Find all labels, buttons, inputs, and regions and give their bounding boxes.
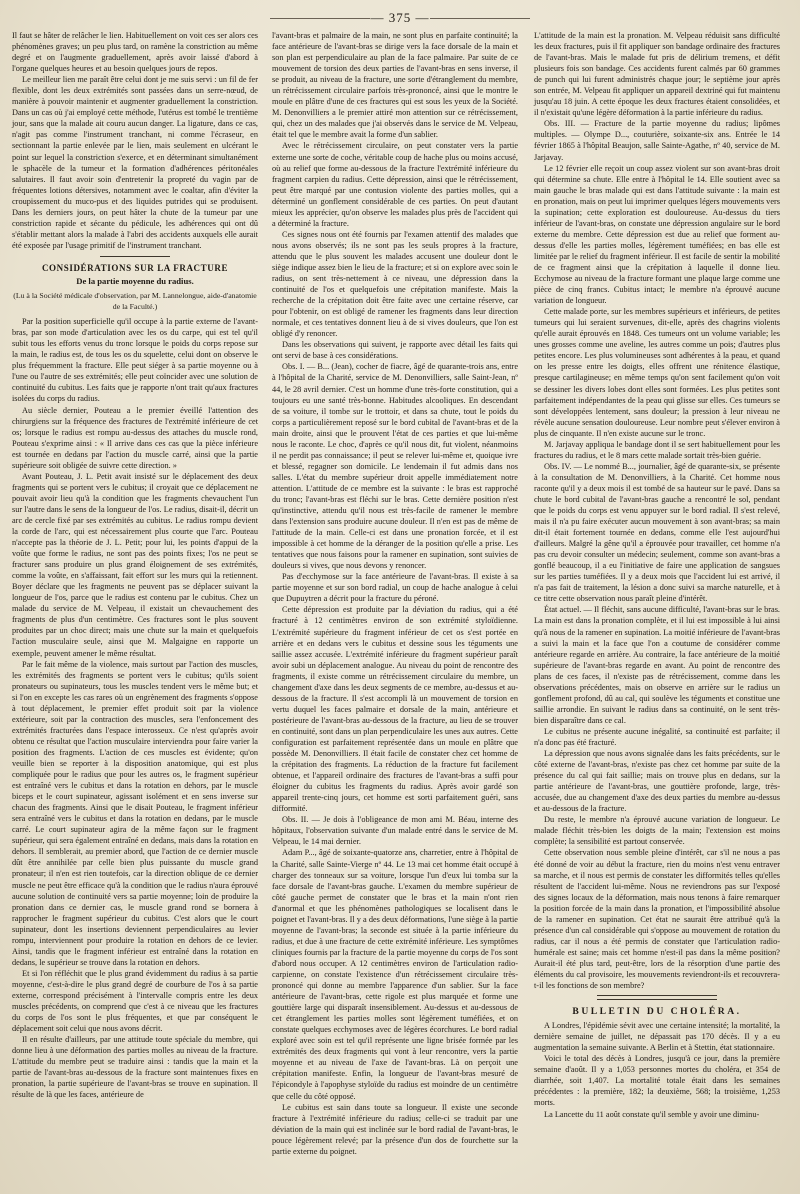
- folio-rule-right: [430, 18, 530, 19]
- section-divider: [100, 256, 170, 257]
- article-byline: (Lu à la Société médicale d'observation, par M. Lannelongue, aide-d'anatomie de la Faculté.): [13, 291, 257, 312]
- col1-paragraph: Le meilleur lien me paraît être celui dont je me suis servi : un fil de fer flexible, dont les deux extrémités sont passées dans un serre-nœud, de manière à pouvoir maintenir et augmenter graduellement la constriction. Dans un cas où j'ai employé cette méthode, l'utérus est tombé le trentième jour, sans que la malade ait couru aucun danger. La ligature, dans ce cas, n'agit pas comme l'instrument tranchant, ni comme l'écraseur, en sectionnant la partie enlevée par le lien, mais seulement en ulcérant le point sur lequel la constriction s'exerce, et en déterminant simultanément le sphacèle de la tumeur et la formation d'adhérences péritonéales salutaires. Il faut avoir soin d'entretenir la propreté du vagin par de fréquentes lotions détersives, notamment avec le coaltar, afin d'éviter la croupissement du muco-pus et des liquides putrides qui se produisent. Dans les derniers jours, on peut hâter la chute de la tumeur par une constriction rapide et sécante du pédicule, les adhérences qui ont dû s'établir mettant alors la malade à l'abri des accidents auxquels elle aurait été exposée par l'usage primitif de l'instrument tranchant.: [12, 75, 258, 250]
- col2-paragraph: Dans les observations qui suivent, je rapporte avec détail les faits qui ont servi de base à ces considérations.: [272, 340, 518, 361]
- section-divider: [597, 995, 717, 1000]
- col1-paragraph: Et si l'on réfléchit que le plus grand évidemment du radius à sa partie moyenne, c'est-à-dire le plus grand degré de courbure de l'os à sa partie externe, correspond précisément à l'intervalle compris entre les deux muscles précédents, on comprend que c'est à ce niveau que les fractures du corps de l'os sont le plus fréquentes, et que par conséquent le déplacement soit celui que nous avons décrit.: [12, 968, 258, 1034]
- col3-paragraph: Le cubitus ne présente aucune inégalité, sa continuité est parfaite; il n'a donc pas été fracturé.: [534, 726, 780, 747]
- col3-paragraph: L'attitude de la main est la pronation. M. Velpeau réduisit sans difficulté les deux fractures, puis il fit appliquer son bandage ordinaire des fractures de l'avant-bras. Mais le malade fut pris de délirium tremens, et défit plusieurs fois son bandage. Ces accidents furent calmés par 60 grammes de punch qui lui furent administrés chaque jour; le septième jour après son entrée, M. Velpeau fit appliquer un appareil dextriné qui fut maintenu jusqu'au 18 juin. A cette époque les deux fractures étaient consolidées, et il n'existait qu'une légère déformation à la partie inférieure du radius.: [534, 31, 780, 118]
- col3-paragraph: Cette observation nous semble pleine d'intérêt, car s'il ne nous a pas été donné de voir au début la fracture, rien du moins n'est venu entraver sa marche, et il nous est permis de constater les difformités telles qu'elles résultent de l'accident lui-même. Nous ne reviendrons pas sur l'exposé des signes locaux de la déformation, mais nous tenons à faire remarquer la position forcée de la main dans la pronation, et l'impossibilité absolue de la ramener en supination. Cet état ne saurait être attribué qu'à la présence d'un cal considérable qui s'oppose au mouvement de rotation du radius, car il nous a été permis de constater que l'articulation radio-humérale est saine; mais cet homme n'est-il pas dans la même position? Aurait-il été plus tard, peut-être, lors de la résorption d'une partie des éléments du cal provisoire, les mouvements reviendront-ils et recouvrera-t-il les fonctions de son membre?: [534, 848, 780, 991]
- column-1: [12, 30, 258, 1100]
- col2-paragraph: Avec le rétrécissement circulaire, on peut constater vers la partie externe une sorte de coche, véritable coup de hache plus ou moins accusé, où au relief que forme au-dessous de la fracture l'extrémité inférieure du fragment carpien du radius. Cette dépression, ainsi que le rétrécissement, peut être marqué par une contusion violente des parties molles, qui a déterminé un gonflement considérable de ces parties. On peut d'autant mieux les apprécier, qu'on observe les malades plus près de l'accident qui a déterminé la fracture.: [272, 141, 518, 228]
- col2-paragraph: Le cubitus est sain dans toute sa longueur. Il existe une seconde fracture à l'extrémité inférieure du radius; celle-ci se traduit par une déviation de la main qui est inclinée sur le bord radial de l'avant-bras, le pouce légèrement relevé; par la présence d'un dos de fourchette sur la partie externe du poignet.: [272, 1102, 518, 1156]
- col3-paragraph: La dépression que nous avons signalée dans les faits précédents, sur le côté externe de l'avant-bras, n'existe pas chez cet homme par suite de la présence du cal qui fait saillie; mais on trouve plus en dedans, sur la partie antérieure de l'avant-bras, une gouttière profonde, large, très-accusée, due au changement d'axe des deux parties du membre au-dessus et au-dessous de la fracture.: [534, 749, 780, 814]
- col1-paragraph: Par la position superficielle qu'il occupe à la partie externe de l'avant-bras, par son mode d'articulation avec les os du carpe, qui est tel qu'il subit tous les efforts venus du tronc lorsque le poids du corps repose sur la main, le radius est, de tous les os du squelette, celui dont on observe le plus fréquemment la fracture. Elle peut siéger à sa partie moyenne ou à l'une ou l'autre de ses extrémités; elle peut coïncider avec une solution de continuité du cubitus. Les faits que je rapporte n'ont trait qu'aux fractures isolées du corps du radius.: [12, 317, 258, 404]
- article-subtitle: De la partie moyenne du radius.: [76, 275, 194, 286]
- col3-paragraph: Du reste, le membre n'a éprouvé aucune variation de longueur. Le malade fléchit très-bien les doigts de la main; l'extension est moins complète; la sensibilité est partout conservée.: [534, 815, 780, 847]
- col2-paragraph: Adam P..., âgé de soixante-quatorze ans, charretier, entre à l'hôpital de la Charité, salle Sainte-Vierge nº 44. Le 13 mai cet homme était occupé à charger des tonneaux sur sa voiture, lorsque l'un d'eux lui tomba sur la face dorsale de l'avant-bras gauche. L'examen du membre supérieur de côté gauche permet de constater que le bras et la main n'ont rien d'anormal et que les phénomènes pathologiques se localisent dans le poignet et l'avant-bras. Il y a des deux déformations, l'une siège à la partie moyenne de l'avant-bras; la seconde est située à la partie inférieure du radius, et due à une fracture de cette extrémité inférieure. Les symptômes cliniques fournis par la fracture de la partie moyenne du corps de l'os sont d'abord nous occuper. A 12 centimètres environ de l'articulation radio-carpienne, on constate l'existence d'un rétrécissement circulaire très-prononcé qui donne au membre l'apparence d'un sablier. Sur la face antérieure de l'avant-bras, cette rigole est plus marquée et forme une gouttière large qui disparaît insensiblement. Au-dessus et au-dessous de cet étranglement les parties molles sont légèrement tuméfiées, et on constate quelques ecchymoses avec de légères écorchures. Le bord radial exploré avec soin est tel qu'il représente une ligne brisée formée par les extrémités des deux fragments qui vont à leur rencontre, vers la partie moyenne et au niveau de l'axe de l'avant-bras. Là on perçoit une crépitation manifeste. Enfin, la longueur de l'avant-bras mesuré de l'épicondyle à l'apophyse styloïde du radius est moindre de un centimètre que celle du côté opposé.: [272, 848, 518, 1101]
- col2-paragraph: Ces signes nous ont été fournis par l'examen attentif des malades que nous avons observés; ils ne sont pas les seuls propres à la fracture, attendu que le plus souvent les malades accusent une douleur dont le siège indique assez bien le lieu de la fracture; et si on explore avec soin le radius, on sent très-nettement à ce niveau, une dépression dans la continuité de l'os et quelquefois une crépitation manifeste. Mais la recherche de la crépitation doit être faite avec une certaine réserve, car pour l'obtenir, on est obligé de ramener les fragments dans leur direction normale, et ces tentatives donnent lieu à de si vives douleurs, que l'on est obligé d'y renoncer.: [272, 229, 518, 339]
- col1-paragraph: Par le fait même de la violence, mais surtout par l'action des muscles, les extrémités des fragments se portent vers le cubitus; qu'ils soient pronateurs ou supinateurs, tous les muscles tendent vers le même but; et si l'on en excepte les cas rares où un engrènement des fragments s'oppose à tout déplacement, le premier effet produit soit par la violence extérieure, soit par la contraction des muscles, sera l'enfoncement des extrémités fracturées dans l'espace interosseux. Ce n'est qu'après avoir obtenu ce résultat que l'action musculaire interviendra pour faire varier la position des fragments. L'action de ces muscles est évidente; qu'on veuille bien se reporter à la disposition anatomique, qui est plus compliquée pour le radius que pour les autres os, le fragment supérieur est entraîné vers le cubitus et dans la rotation en dehors, par le muscle biceps et le court supinateur, agissant isolément et en sens inverse sur chacun des fragments. Ainsi que le disait Pouteau, le fragment inférieur sera entraîné vers le cubitus et dans la rotation en dedans, par le muscle carré. Le court supinateur agira de la même façon sur le fragment supérieur, qui sera également entraîné en dedans, mais dans la rotation en dehors. Il semblerait, au premier abord, que l'action de ce dernier muscle dût être annihilée par celle bien plus puissante du muscle grand pronateur; il n'en est rien toutefois, car la direction oblique de ce dernier muscle ne peut être efficace qu'à la condition que le radius n'aura éprouvé aucune solution de continuité vers sa partie moyenne; loin de produire la pronation dans ce dernier cas, le muscle grand rond se bornera à rapprocher le fragment supérieur du cubitus. C'est alors que le court supinateur, dont les insertions deviennent perpendiculaires au levier rompu, interviennent pour produire la rotation en dehors de ce levier. Ainsi, tandis que le fragment inférieur est entraîné dans la rotation en dedans, le supérieur se trouve dans la rotation en dehors.: [12, 659, 258, 967]
- col3-paragraph: Obs. IV. — Le nommé B..., journalier, âgé de quarante-six, se présente à la consultation de M. Denonvilliers, à la Charité. Cet homme nous raconte qu'il y a deux mois il est tombé de sa hauteur sur le pavé. Dans sa chute le bord cubital de l'avant-bras gauche a rencontré le sol, pendant que le poids du corps est venu appuyer sur le bord radial. Il s'est relevé, mais il n'a pu faire exécuter aucun mouvement à son avant-bras; sa main dit-il était fortement tournée en dedans, comme elle l'est aujourd'hui d'ailleurs. Malgré la gêne qu'il a éprouvée pour travailler, cet homme n'a pas cru devoir consulter un médecin; seulement, comme son avant-bras a gonflé beaucoup, il a eu l'initiative de faire une application de sangsues sur les parties tuméfiées. Il y a deux mois que l'accident lui est arrivé, il n'a pas fait de traitement, la lésion a donc suivi sa marche naturelle, et à ce titre cette observation nous paraît pleine d'intérêt.: [534, 461, 780, 604]
- col1-paragraph: Avant Pouteau, J. L. Petit avait insisté sur le déplacement des deux fragments qui se portent vers le cubitus; il croyait que ce déplacement ne pouvait avoir lieu qu'à la condition que les fragments chevauchent l'un sur l'autre dans le sens de la longueur de l'os. Le radius, disait-il, décrit un arc de cercle fixé par ses extrémités au cubitus. Le radius rompu devient la corde de l'arc, qui est nécessairement plus courte que l'arc. Pouteau n'accepte pas la théorie de J. L. Petit; pour lui, les points d'appui de la voûte que forme le radius, ne sont pas des points fixes; l'os ne peut se fracturer sans produire un plus grand éloignement de ses extrémités, comme la voûte, en s'affaissant, fait effort sur les murs qui la retiennent. Boyer déclare que les fragments ne peuvent pas se déplacer suivant la longueur de l'os, parce que le radius est contenu par le cubitus. Chez un malade du service de M. Velpeau, il existait un chevauchement des fragments de plus d'un centimètre. Ces fractures sont le plus souvent produites par un choc direct; mais une chute sur la main et quelquefois l'action musculaire seule, ainsi que M. Malgaigne en rapporte un exemple, peuvent amener le même résultat.: [12, 471, 258, 658]
- col2-paragraph: Pas d'ecchymose sur la face antérieure de l'avant-bras. Il existe à sa partie moyenne et sur son bord radial, un coup de hache analogue à celui que Dupuytren a décrit pour la fracture du péroné.: [272, 572, 518, 604]
- article-title: CONSIDÉRATIONS SUR LA FRACTURE: [41, 262, 229, 273]
- col3-paragraph: État actuel. — Il fléchit, sans aucune difficulté, l'avant-bras sur le bras. La main est dans la pronation complète, et il lui est impossible à lui ainsi qu'à nous de la ramener en supination. La moitié inférieure de l'avant-bras a suivi la main et la face que l'on a coutume de considérer comme antérieure regarde en arrière. Au contraire, la face antérieure de la moitié supérieure de l'avant-bras regarde en avant. Au point de rencontre des plans de ces faces, il n'existe pas de rétrécissement, comme dans les observations précédentes, mais on observe en arrière sur le radius un gonflement profond, dû au cal, qui soulève les téguments et constitue une saillie arrondie. En suivant le radius dans sa continuité, on le sent très-bien disparaître dans ce cal.: [534, 605, 780, 725]
- column-2: [272, 30, 518, 1157]
- col3-paragraph: Le 12 février elle reçoit un coup assez violent sur son avant-bras droit qui détermine sa chute. Elle entre à l'hôpital le 14. Elle soutient avec sa main gauche le bras malade qui est dans l'attitude suivante : la main est en pronation, mais on peut lui imprimer quelques légers mouvements vers la supination; cette exploration est douloureuse. Au-dessus du tiers inférieur de l'avant-bras, on constate une dépression angulaire sur le bord externe du membre. Cette dépression est due au relief que forment au-dessus d'elle les parties molles, légèrement tuméfiées; en bas elle est limitée par le relief du fragment inférieur. Il est facile de sentir la mobilité de ce fragment ainsi que la crépitation à laquelle il donne lieu. Ecchymose au niveau de la fracture formant une plaque large comme une pièce de cinq francs. Cubitus intact; le membre n'a éprouvé aucune variation de longueur.: [534, 163, 780, 306]
- col3-paragraph: Cette malade porte, sur les membres supérieurs et inférieurs, de petites tumeurs qui lui seraient survenues, dit-elle, après des chagrins violents qu'elle aurait éprouvés en 1848. Ces tumeurs ont un volume variable; les unes grosses comme une aveline, les autres comme un pois; d'autres plus petites encore. Les plus volumineuses sont adhérentes à la peau, et quand on les presse entre les doigts, elles offrent une rénitence élastique, presque cartilagineuse; en même temps qu'on sent facilement qu'on voit se dessiner les divers lobes dont elles sont formées. Les plus petites sont parfaitement indépendantes de la peau qui glisse sur elles. Ces tumeurs se sont développées lentement, sans douleur; la pression à leur niveau ne révèle aucune sensation douloureuse. Leur nombre peut s'élever environ à plus de cinquante. Il n'en existe aucune sur le tronc.: [534, 307, 780, 438]
- col1-paragraph: Au siècle dernier, Pouteau a le premier éveillé l'attention des chirurgiens sur la fréquence des fractures de l'extrémité inférieure de cet os; lorsque le radius est rompu au-dessus des attaches du muscle rond, Pouteau s'exprime ainsi : « Il arrive dans ces cas que la pièce inférieure est tournée en dedans par l'action du muscle carré, ainsi que la partie supérieure soit obligée de suivre cette direction. »: [12, 405, 258, 470]
- col3-paragraph: La Lancette du 11 août constate qu'il semble y avoir une diminu-: [544, 1109, 760, 1119]
- col3-paragraph: Obs. III. — Fracture de la partie moyenne du radius; lipômes multiples. — Olympe D..., couturière, soixante-six ans. Entrée le 14 février 1865 à l'hôpital Beaujon, salle Sainte-Agathe, nº 40, service de M. Jarjavay.: [534, 119, 780, 162]
- col2-paragraph: l'avant-bras et palmaire de la main, ne sont plus en parfaite continuité; la face antérieure de l'avant-bras se dirige vers la face dorsale de la main et son plan est perpendiculaire au plan de la face palmaire. Par suite de ce mouvement de torsion des deux parties de l'avant-bras en sens inverse, il se produit, au niveau de la fracture, une sorte d'étranglement du membre, un rétrécissement circulaire parfois très-prononcé, ainsi que le montre le moule en plâtre d'une de ces fractures qui est sous les yeux de la Société. M. Denonvilliers a le premier attiré mon attention sur ce rétrécissement, qui, chez un des malades que j'ai observés dans le service de M. Velpeau, était tel que le membre avait la forme d'un sablier.: [272, 31, 518, 140]
- col2-paragraph: Cette dépression est produite par la déviation du radius, qui a été fracturé à 12 centimètres environ de son extrémité styloïdienne. L'extrémité supérieure du fragment inférieur de cet os s'est portée en arrière et en dedans vers le cubitus et dessine sous les téguments une saillie assez accusée. L'extrémité inférieure du fragment supérieur paraît avoir subi un déplacement analogue. Au niveau du point de rencontre des fragments, il existe comme un rétrécissement circulaire du membre, un changement d'axe dans les deux segments de ce membre, au-dessus et au-dessous de la fracture. Il s'est accompli là un mouvement de torsion en vertu duquel les faces palmaire et dorsale de la main, antérieure et postérieure de l'avant-bras au-dessous de la fracture, au lieu de se trouver en continuité, sont dans un plan perpendiculaire les unes aux autres. Cette configuration est parfaitement représentée dans un moule en plâtre que possède M. Denonvilliers. Il était facile de constater chez cet homme de la crépitation des fragments. La réduction de la fracture fut facilement obtenue, et l'appareil ordinaire des fractures de l'avant-bras a suffi pour éloigner du cubitus les fragments du radius. Après avoir gardé son appareil trente-cinq jours, cet homme est sorti parfaitement guéri, sans difformité.: [272, 605, 518, 814]
- col1-paragraph: Il en résulte d'ailleurs, par une attitude toute spéciale du membre, qui donne lieu à une déformation des parties molles au niveau de la fracture. L'attitude du membre peut se traduire ainsi : tandis que la main et la partie de l'avant-bras au-dessous de la fracture sont maintenues fixes en pronation, la partie supérieure de l'avant-bras se trouve en supination. Il résulte de là que les faces, antérieure de: [12, 1035, 258, 1100]
- page-number: — 375 —: [370, 10, 430, 25]
- col3-paragraph: A Londres, l'épidémie sévit avec une certaine intensité; la mortalité, la dernière semaine de juillet, ne dépassait pas 170 décès. Il y a eu augmentation la semaine suivante. A Berlin et à Stettin, état stationnaire.: [534, 1021, 780, 1053]
- col2-paragraph: Obs. II. — Je dois à l'obligeance de mon ami M. Béau, interne des hôpitaux, l'observation suivante d'un malade entré dans le service de M. Velpeau, le 14 mai dernier.: [272, 815, 518, 847]
- column-3: [534, 30, 780, 1120]
- col3-paragraph: Voici le total des décès à Londres, jusqu'à ce jour, dans la première semaine d'août. Il y a 1,053 personnes mortes du choléra, et 354 de diarrhée, soit 1,407. La mortalité totale était dans les semaines précédentes : la première, 182; la deuxième, 568; la troisième, 1,253 morts.: [534, 1054, 780, 1108]
- col2-paragraph: Obs. I. — B... (Jean), cocher de fiacre, âgé de quarante-trois ans, entre à l'hôpital de la Charité, service de M. Denonvilliers, salle Saint-Jean, nº 44, le 28 avril dernier. C'est un homme d'une très-forte constitution, qui a toujours eu une santé très-bonne. Habitudes alcooliques. En descendant de sa voiture, il tombe sur le trottoir, et dans sa chute, tout le poids du corps a particulièrement reposé sur le bord cubital de l'avant-bras et de la main droite, ainsi que le prouvent l'état de ces parties et que lui-même nous le raconte. Le choc, d'après ce qu'il nous dit, fut violent, néanmoins il ne perdit pas connaissance; il peut se relever lui-même et, quoique ivre et blessé, regagner son domicile. Le lendemain il fut admis dans nos salles. L'état du membre supérieur droit appelle immédiatement notre attention. L'attitude de ce membre est la suivante : le bras est rapproché du tronc; l'avant-bras est fléchi sur le bras. Cette dernière position n'est qu'instinctive, attendu qu'il nous est très-facile de ramener le membre dans l'extension sans produire aucune douleur. Il n'en est pas de même de l'attitude de la main. Celle-ci est dans une pronation forcée, et il est impossible à cet homme de la déranger de la position qu'elle a prise. Les tentatives que nous faisons pour la ramener en supination, sont suivies de douleurs si vives, que nous devons y renoncer.: [272, 362, 518, 571]
- col1-paragraph: Il faut se hâter de relâcher le lien. Habituellement on voit ces ser alors ces phénomènes graves; un peu plus tard, on ramène la constriction au même degré et on l'augmente graduellement, après avoir laissé d'abord à l'organe quelques heures et au besoin quelques jours de repos.: [12, 31, 258, 74]
- col3-paragraph: M. Jarjavay appliqua le bandage dont il se sert habituellement pour les fractures du radius, et le 8 mars cette malade sortait très-bien guérie.: [534, 439, 780, 460]
- bulletin-title: BULLETIN DU CHOLÉRA.: [572, 1006, 742, 1018]
